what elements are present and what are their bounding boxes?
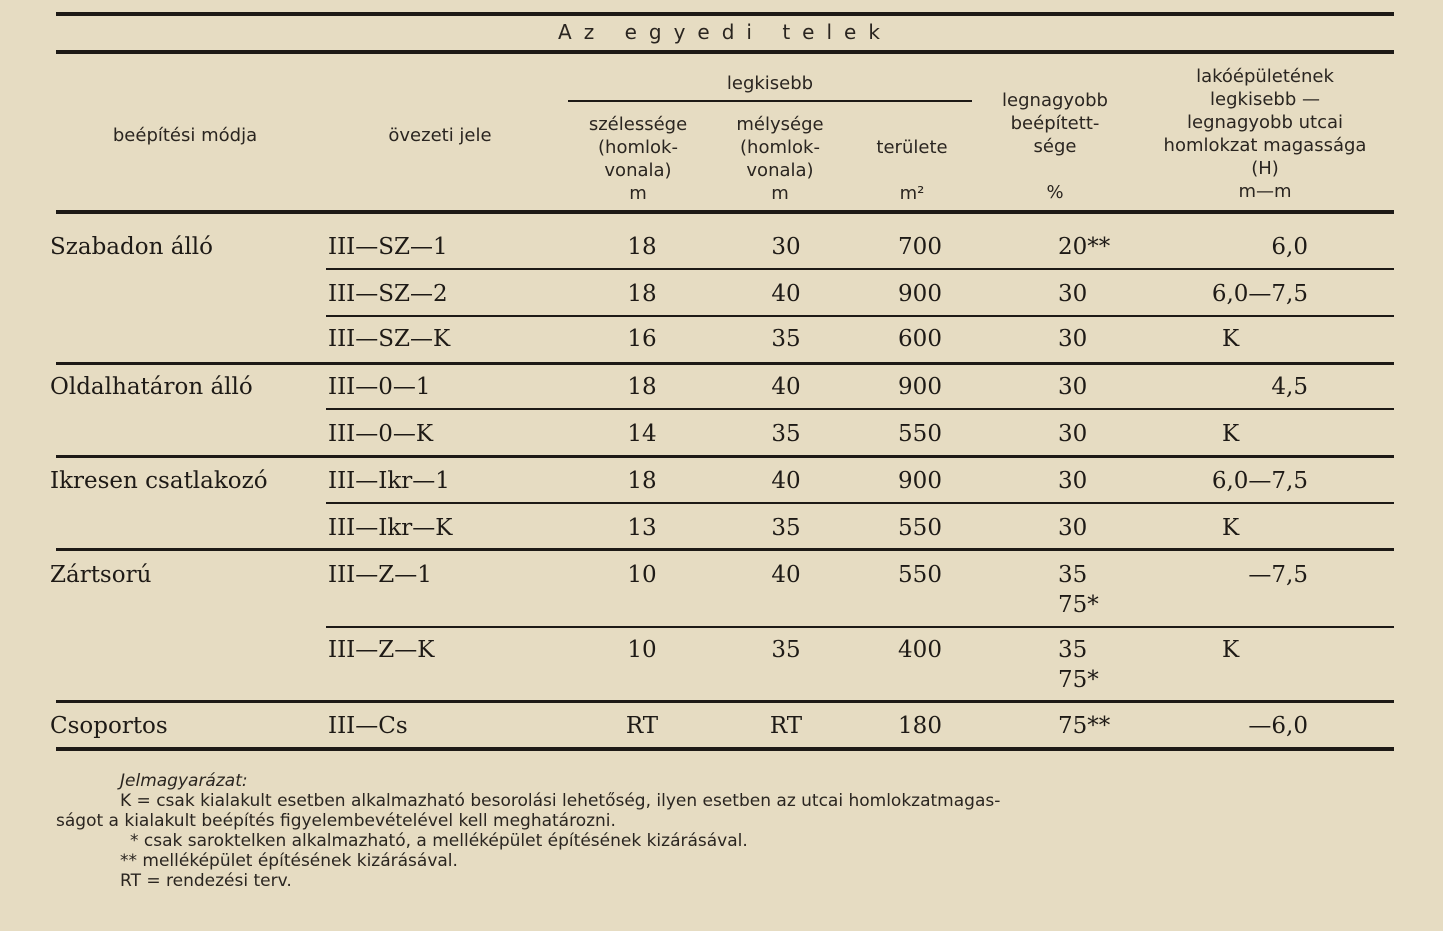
- header-rule: [56, 210, 1394, 214]
- legend-line: RT = rendezési terv.: [120, 871, 292, 891]
- row-8-coverage-corner: 75*: [1058, 592, 1099, 618]
- row-5-depth: 35: [771, 421, 801, 447]
- row-5-coverage: 30: [1058, 421, 1088, 447]
- row-3-height: K: [1222, 326, 1240, 352]
- row-6-width: 18: [627, 468, 657, 494]
- row-6-mode: Ikresen csatlakozó: [50, 468, 268, 494]
- row-10-depth: RT: [769, 713, 803, 739]
- row-9-area: 400: [898, 637, 942, 663]
- row-6-coverage: 30: [1058, 468, 1088, 494]
- row-5-width: 14: [627, 421, 657, 447]
- row-6-height: 6,0—7,5: [1211, 468, 1308, 494]
- row-2-depth: 40: [771, 281, 801, 307]
- legend-title: Jelmagyarázat:: [120, 771, 248, 791]
- header-area: területe m²: [876, 137, 948, 204]
- row-8-height: —7,5: [1248, 562, 1308, 588]
- bottom-rule: [56, 747, 1394, 751]
- table-title: Az egyedi telek: [558, 20, 892, 44]
- row-rule: [326, 315, 1394, 317]
- legend: [56, 771, 1386, 891]
- row-10-height: —6,0: [1248, 713, 1308, 739]
- row-6-zone: III—Ikr—1: [328, 468, 450, 494]
- header-min-rule: [568, 100, 972, 102]
- row-1-depth: 30: [771, 234, 801, 260]
- group-rule: [56, 700, 1394, 703]
- row-2-height: 6,0—7,5: [1211, 281, 1308, 307]
- legend-line: ságot a kialakult beépítés figyelembevételével kell meghatározni.: [56, 811, 616, 831]
- row-2-coverage: 30: [1058, 281, 1088, 307]
- row-8-mode: Zártsorú: [50, 562, 152, 588]
- row-9-coverage-corner: 75*: [1058, 667, 1099, 693]
- row-10-zone: III—Cs: [328, 713, 408, 739]
- row-4-width: 18: [627, 374, 657, 400]
- row-7-width: 13: [627, 515, 657, 541]
- row-3-area: 600: [898, 326, 942, 352]
- row-rule: [326, 502, 1394, 504]
- row-5-height: K: [1222, 421, 1240, 447]
- header-depth: mélysége (homlok- vonala) m: [736, 114, 824, 204]
- header-min-group: legkisebb: [726, 73, 814, 94]
- row-rule: [326, 626, 1394, 628]
- header-zone: övezeti jele: [388, 125, 492, 146]
- group-rule: [56, 548, 1394, 551]
- row-3-zone: III—SZ—K: [328, 326, 451, 352]
- row-1-zone: III—SZ—1: [328, 234, 448, 260]
- row-2-zone: III—SZ—2: [328, 281, 448, 307]
- row-9-zone: III—Z—K: [328, 637, 435, 663]
- row-4-area: 900: [898, 374, 942, 400]
- legend-line: K = csak kialakult esetben alkalmazható besorolási lehetőség, ilyen esetben az utcai homlokzatmagas-: [120, 791, 1001, 811]
- header-height: lakóépületének legkisebb — legnagyobb utcai homlokzat magassága (H) m—m: [1163, 66, 1367, 202]
- row-6-depth: 40: [771, 468, 801, 494]
- row-8-depth: 40: [771, 562, 801, 588]
- header-coverage: legnagyobb beépített- sége %: [1002, 90, 1108, 203]
- row-5-zone: III—0—K: [328, 421, 434, 447]
- row-1-height: 6,0: [1271, 234, 1308, 260]
- row-4-coverage: 30: [1058, 374, 1088, 400]
- title-rule: [56, 50, 1394, 54]
- row-1-coverage: 20**: [1058, 234, 1111, 260]
- group-rule: [56, 362, 1394, 365]
- row-10-width: RT: [625, 713, 659, 739]
- row-9-height: K: [1222, 637, 1240, 663]
- row-8-coverage: 35: [1058, 562, 1088, 588]
- row-8-width: 10: [627, 562, 657, 588]
- row-7-area: 550: [898, 515, 942, 541]
- row-3-depth: 35: [771, 326, 801, 352]
- row-rule: [326, 408, 1394, 410]
- row-2-area: 900: [898, 281, 942, 307]
- legend-line: ** melléképület építésének kizárásával.: [120, 851, 458, 871]
- row-9-depth: 35: [771, 637, 801, 663]
- row-9-width: 10: [627, 637, 657, 663]
- row-9-coverage: 35: [1058, 637, 1088, 663]
- group-rule: [56, 455, 1394, 458]
- row-6-area: 900: [898, 468, 942, 494]
- row-3-coverage: 30: [1058, 326, 1088, 352]
- row-4-mode: Oldalhatáron álló: [50, 374, 253, 400]
- row-1-width: 18: [627, 234, 657, 260]
- row-4-height: 4,5: [1271, 374, 1308, 400]
- row-rule: [326, 268, 1394, 270]
- row-1-area: 700: [898, 234, 942, 260]
- row-10-area: 180: [898, 713, 942, 739]
- header-mode: beépítési módja: [112, 125, 258, 146]
- row-7-depth: 35: [771, 515, 801, 541]
- row-4-depth: 40: [771, 374, 801, 400]
- row-8-area: 550: [898, 562, 942, 588]
- row-5-area: 550: [898, 421, 942, 447]
- row-2-width: 18: [627, 281, 657, 307]
- row-10-coverage: 75**: [1058, 713, 1111, 739]
- legend-line: * csak saroktelken alkalmazható, a melléképület építésének kizárásával.: [130, 831, 748, 851]
- header-width: szélessége (homlok- vonala) m: [588, 114, 688, 204]
- row-3-width: 16: [627, 326, 657, 352]
- row-8-zone: III—Z—1: [328, 562, 432, 588]
- row-10-mode: Csoportos: [50, 713, 168, 739]
- top-rule: [56, 12, 1394, 16]
- row-7-zone: III—Ikr—K: [328, 515, 453, 541]
- row-7-coverage: 30: [1058, 515, 1088, 541]
- row-4-zone: III—0—1: [328, 374, 431, 400]
- row-1-mode: Szabadon álló: [50, 234, 213, 260]
- row-7-height: K: [1222, 515, 1240, 541]
